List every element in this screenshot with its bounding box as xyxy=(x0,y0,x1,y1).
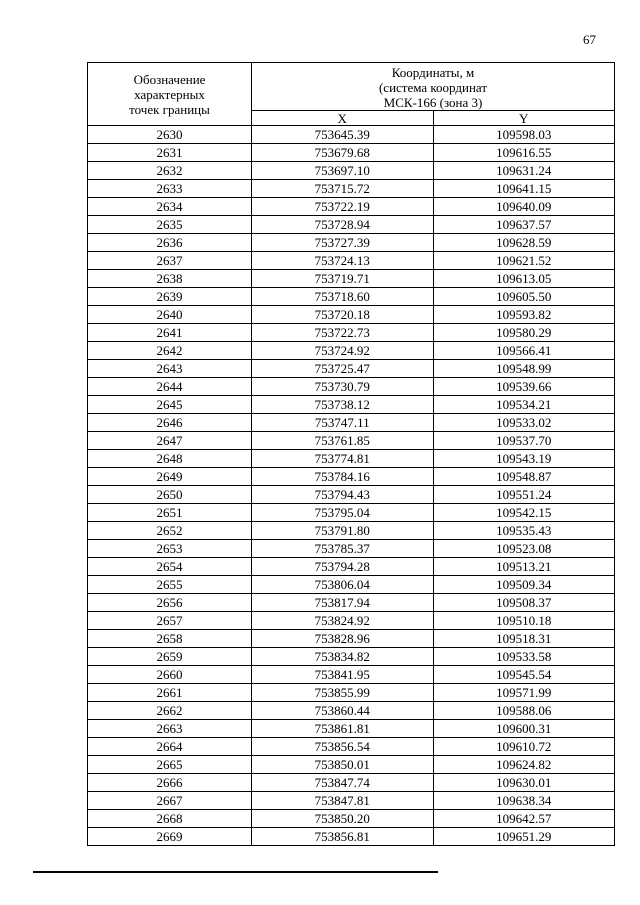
y-coordinate-cell: 109630.01 xyxy=(433,774,615,792)
header-y: Y xyxy=(433,111,615,126)
table-row xyxy=(88,468,615,486)
x-coordinate-cell: 753727.39 xyxy=(252,234,434,252)
y-coordinate-cell: 109523.08 xyxy=(433,540,615,558)
x-coordinate-cell: 753761.85 xyxy=(252,432,434,450)
x-coordinate-cell: 753784.16 xyxy=(252,468,434,486)
table-row xyxy=(88,450,615,468)
y-coordinate-cell: 109616.55 xyxy=(433,144,615,162)
y-coordinate-cell: 109566.41 xyxy=(433,342,615,360)
point-id-cell: 2648 xyxy=(88,450,252,468)
x-coordinate-cell: 753795.04 xyxy=(252,504,434,522)
x-coordinate-cell: 753728.94 xyxy=(252,216,434,234)
table-row xyxy=(88,378,615,396)
y-coordinate-cell: 109533.02 xyxy=(433,414,615,432)
table-row xyxy=(88,288,615,306)
y-coordinate-cell: 109508.37 xyxy=(433,594,615,612)
x-coordinate-cell: 753730.79 xyxy=(252,378,434,396)
x-coordinate-cell: 753738.12 xyxy=(252,396,434,414)
x-coordinate-cell: 753722.19 xyxy=(252,198,434,216)
point-id-cell: 2642 xyxy=(88,342,252,360)
point-id-cell: 2667 xyxy=(88,792,252,810)
y-coordinate-cell: 109513.21 xyxy=(433,558,615,576)
x-coordinate-cell: 753697.10 xyxy=(252,162,434,180)
header-label-line: характерных xyxy=(134,86,205,102)
y-coordinate-cell: 109539.66 xyxy=(433,378,615,396)
x-coordinate-cell: 753847.81 xyxy=(252,792,434,810)
x-coordinate-cell: 753828.96 xyxy=(252,630,434,648)
table-row xyxy=(88,594,615,612)
y-coordinate-cell: 109509.34 xyxy=(433,576,615,594)
x-coordinate-cell: 753679.68 xyxy=(252,144,434,162)
table-row xyxy=(88,414,615,432)
table-row xyxy=(88,558,615,576)
table-row xyxy=(88,306,615,324)
x-coordinate-cell: 753860.44 xyxy=(252,702,434,720)
point-id-cell: 2650 xyxy=(88,486,252,504)
y-coordinate-cell: 109545.54 xyxy=(433,666,615,684)
header-coordinates xyxy=(252,63,615,111)
table-row xyxy=(88,612,615,630)
y-coordinate-cell: 109642.57 xyxy=(433,810,615,828)
x-coordinate-cell: 753794.28 xyxy=(252,558,434,576)
table-row xyxy=(88,576,615,594)
table-row xyxy=(88,828,615,846)
table-row xyxy=(88,144,615,162)
header-coords-line: (система координат xyxy=(378,80,488,95)
table-row xyxy=(88,810,615,828)
x-coordinate-cell: 753806.04 xyxy=(252,576,434,594)
y-coordinate-cell: 109640.09 xyxy=(433,198,615,216)
y-coordinate-cell: 109537.70 xyxy=(433,432,615,450)
y-coordinate-cell: 109535.43 xyxy=(433,522,615,540)
table-body xyxy=(88,126,615,846)
page-number: 67 xyxy=(583,32,596,47)
x-coordinate-cell: 753724.13 xyxy=(252,252,434,270)
table-row xyxy=(88,504,615,522)
table-row xyxy=(88,648,615,666)
x-coordinate-cell: 753774.81 xyxy=(252,450,434,468)
x-coordinate-cell: 753720.18 xyxy=(252,306,434,324)
x-coordinate-cell: 753794.43 xyxy=(252,486,434,504)
table-row xyxy=(88,774,615,792)
table-row xyxy=(88,522,615,540)
table-row xyxy=(88,666,615,684)
y-coordinate-cell: 109613.05 xyxy=(433,270,615,288)
y-coordinate-cell: 109600.31 xyxy=(433,720,615,738)
point-id-cell: 2651 xyxy=(88,504,252,522)
x-coordinate-cell: 753747.11 xyxy=(252,414,434,432)
point-id-cell: 2657 xyxy=(88,612,252,630)
point-id-cell: 2634 xyxy=(88,198,252,216)
point-id-cell: 2664 xyxy=(88,738,252,756)
point-id-cell: 2630 xyxy=(88,126,252,144)
y-coordinate-cell: 109534.21 xyxy=(433,396,615,414)
point-id-cell: 2655 xyxy=(88,576,252,594)
point-id-cell: 2641 xyxy=(88,324,252,342)
table-row xyxy=(88,252,615,270)
point-id-cell: 2636 xyxy=(88,234,252,252)
x-coordinate-cell: 753718.60 xyxy=(252,288,434,306)
y-coordinate-cell: 109638.34 xyxy=(433,792,615,810)
table-row xyxy=(88,270,615,288)
point-id-cell: 2661 xyxy=(88,684,252,702)
point-id-cell: 2637 xyxy=(88,252,252,270)
y-coordinate-cell: 109605.50 xyxy=(433,288,615,306)
table-row xyxy=(88,396,615,414)
y-coordinate-cell: 109588.06 xyxy=(433,702,615,720)
point-id-cell: 2649 xyxy=(88,468,252,486)
y-coordinate-cell: 109624.82 xyxy=(433,756,615,774)
y-coordinate-cell: 109551.24 xyxy=(433,486,615,504)
table-row xyxy=(88,756,615,774)
y-coordinate-cell: 109580.29 xyxy=(433,324,615,342)
point-id-cell: 2640 xyxy=(88,306,252,324)
footnote-separator xyxy=(33,871,438,873)
table-row xyxy=(88,432,615,450)
y-coordinate-cell: 109651.29 xyxy=(433,828,615,846)
x-coordinate-cell: 753722.73 xyxy=(252,324,434,342)
x-coordinate-cell: 753645.39 xyxy=(252,126,434,144)
coordinates-table xyxy=(87,62,615,846)
point-id-cell: 2653 xyxy=(88,540,252,558)
x-coordinate-cell: 753824.92 xyxy=(252,612,434,630)
header-coords-line: МСК-166 (зона 3) xyxy=(383,95,483,110)
point-id-cell: 2662 xyxy=(88,702,252,720)
point-id-cell: 2645 xyxy=(88,396,252,414)
point-id-cell: 2644 xyxy=(88,378,252,396)
table-row xyxy=(88,738,615,756)
point-id-cell: 2663 xyxy=(88,720,252,738)
x-coordinate-cell: 753724.92 xyxy=(252,342,434,360)
y-coordinate-cell: 109548.87 xyxy=(433,468,615,486)
x-coordinate-cell: 753850.20 xyxy=(252,810,434,828)
table-row xyxy=(88,684,615,702)
x-coordinate-cell: 753785.37 xyxy=(252,540,434,558)
table-row xyxy=(88,360,615,378)
table-row xyxy=(88,702,615,720)
table-row xyxy=(88,162,615,180)
table-row xyxy=(88,486,615,504)
x-coordinate-cell: 753841.95 xyxy=(252,666,434,684)
table-row xyxy=(88,342,615,360)
point-id-cell: 2668 xyxy=(88,810,252,828)
x-coordinate-cell: 753817.94 xyxy=(252,594,434,612)
y-coordinate-cell: 109631.24 xyxy=(433,162,615,180)
y-coordinate-cell: 109621.52 xyxy=(433,252,615,270)
point-id-cell: 2658 xyxy=(88,630,252,648)
x-coordinate-cell: 753791.80 xyxy=(252,522,434,540)
x-coordinate-cell: 753855.99 xyxy=(252,684,434,702)
point-id-cell: 2638 xyxy=(88,270,252,288)
point-id-cell: 2656 xyxy=(88,594,252,612)
point-id-cell: 2635 xyxy=(88,216,252,234)
x-coordinate-cell: 753850.01 xyxy=(252,756,434,774)
x-coordinate-cell: 753856.54 xyxy=(252,738,434,756)
point-id-cell: 2652 xyxy=(88,522,252,540)
x-coordinate-cell: 753715.72 xyxy=(252,180,434,198)
x-coordinate-cell: 753834.82 xyxy=(252,648,434,666)
point-id-cell: 2659 xyxy=(88,648,252,666)
table-row xyxy=(88,234,615,252)
header-point-label xyxy=(88,63,252,126)
y-coordinate-cell: 109533.58 xyxy=(433,648,615,666)
y-coordinate-cell: 109628.59 xyxy=(433,234,615,252)
header-label-line: точек границы xyxy=(129,101,210,117)
table-row xyxy=(88,180,615,198)
y-coordinate-cell: 109593.82 xyxy=(433,306,615,324)
header-label-line: Обозначение xyxy=(133,71,206,87)
table-row xyxy=(88,324,615,342)
y-coordinate-cell: 109542.15 xyxy=(433,504,615,522)
header-x: X xyxy=(252,111,434,126)
y-coordinate-cell: 109637.57 xyxy=(433,216,615,234)
x-coordinate-cell: 753861.81 xyxy=(252,720,434,738)
x-coordinate-cell: 753719.71 xyxy=(252,270,434,288)
y-coordinate-cell: 109543.19 xyxy=(433,450,615,468)
header-coords-line: Координаты, м xyxy=(391,65,475,80)
table-row xyxy=(88,630,615,648)
y-coordinate-cell: 109610.72 xyxy=(433,738,615,756)
table-row xyxy=(88,720,615,738)
point-id-cell: 2643 xyxy=(88,360,252,378)
x-coordinate-cell: 753847.74 xyxy=(252,774,434,792)
y-coordinate-cell: 109548.99 xyxy=(433,360,615,378)
x-coordinate-cell: 753856.81 xyxy=(252,828,434,846)
y-coordinate-cell: 109518.31 xyxy=(433,630,615,648)
point-id-cell: 2669 xyxy=(88,828,252,846)
point-id-cell: 2646 xyxy=(88,414,252,432)
table-row xyxy=(88,198,615,216)
y-coordinate-cell: 109571.99 xyxy=(433,684,615,702)
y-coordinate-cell: 109641.15 xyxy=(433,180,615,198)
point-id-cell: 2660 xyxy=(88,666,252,684)
point-id-cell: 2666 xyxy=(88,774,252,792)
point-id-cell: 2639 xyxy=(88,288,252,306)
point-id-cell: 2632 xyxy=(88,162,252,180)
point-id-cell: 2633 xyxy=(88,180,252,198)
table-row xyxy=(88,792,615,810)
y-coordinate-cell: 109510.18 xyxy=(433,612,615,630)
point-id-cell: 2647 xyxy=(88,432,252,450)
table-row xyxy=(88,126,615,144)
x-coordinate-cell: 753725.47 xyxy=(252,360,434,378)
table-row xyxy=(88,540,615,558)
point-id-cell: 2665 xyxy=(88,756,252,774)
point-id-cell: 2654 xyxy=(88,558,252,576)
table-row xyxy=(88,216,615,234)
point-id-cell: 2631 xyxy=(88,144,252,162)
y-coordinate-cell: 109598.03 xyxy=(433,126,615,144)
